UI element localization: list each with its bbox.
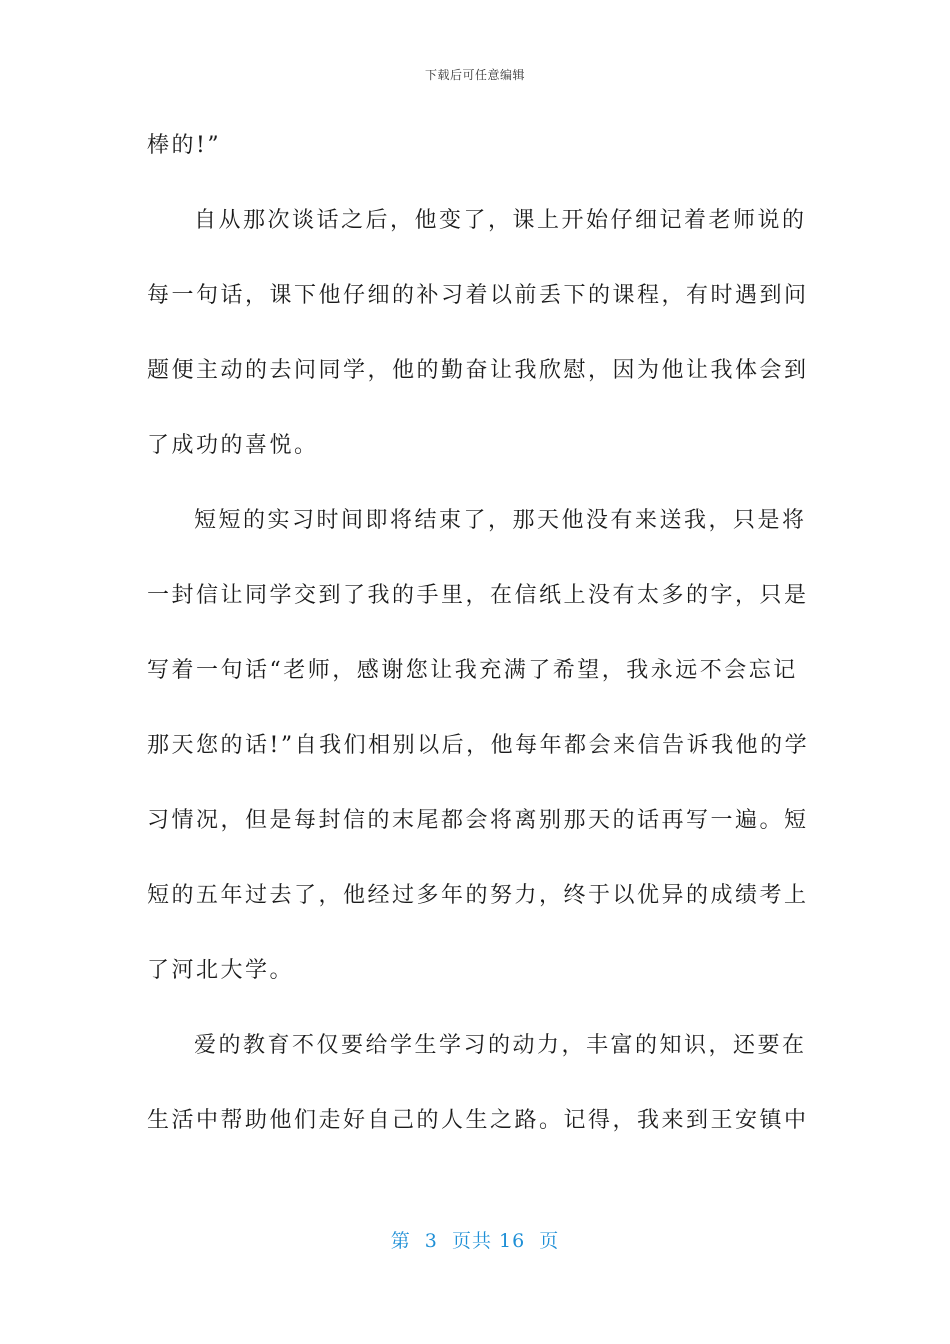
paragraph-line: 棒的!” [147, 133, 222, 158]
paragraph-line: 每一句话，课下他仔细的补习着以前丢下的课程，有时遇到问 [147, 283, 809, 308]
paragraph-line: 了成功的喜悦。 [147, 433, 319, 458]
paragraph-line: 题便主动的去问同学，他的勤奋让我欣慰，因为他让我体会到 [147, 358, 809, 383]
paragraph-line: 写着一句话“老师，感谢您让我充满了希望，我永远不会忘记 [147, 658, 798, 683]
paragraph-line: 习情况，但是每封信的末尾都会将离别那天的话再写一遍。短 [147, 808, 809, 833]
page-header: 下载后可任意编辑 [424, 68, 525, 82]
paragraph-line: 那天您的话!”自我们相别以后，他每年都会来信告诉我他的学 [147, 733, 810, 758]
paragraph-line: 短的五年过去了，他经过多年的努力，终于以优异的成绩考上 [147, 883, 809, 908]
paragraph-line: 了河北大学。 [147, 958, 295, 983]
paragraph-line: 短短的实习时间即将结束了，那天他没有来送我，只是将 [194, 508, 807, 533]
document-body [147, 120, 810, 1170]
paragraph-line: 生活中帮助他们走好自己的人生之路。记得，我来到王安镇中 [147, 1108, 809, 1133]
paragraph-line: 爱的教育不仅要给学生学习的动力，丰富的知识，还要在 [194, 1033, 807, 1058]
paragraph-line: 自从那次谈话之后，他变了，课上开始仔细记着老师说的 [194, 208, 807, 233]
page-number-footer: 第 3 页共 16 页 [390, 1230, 560, 1252]
paragraph-line: 一封信让同学交到了我的手里，在信纸上没有太多的字，只是 [147, 583, 809, 608]
